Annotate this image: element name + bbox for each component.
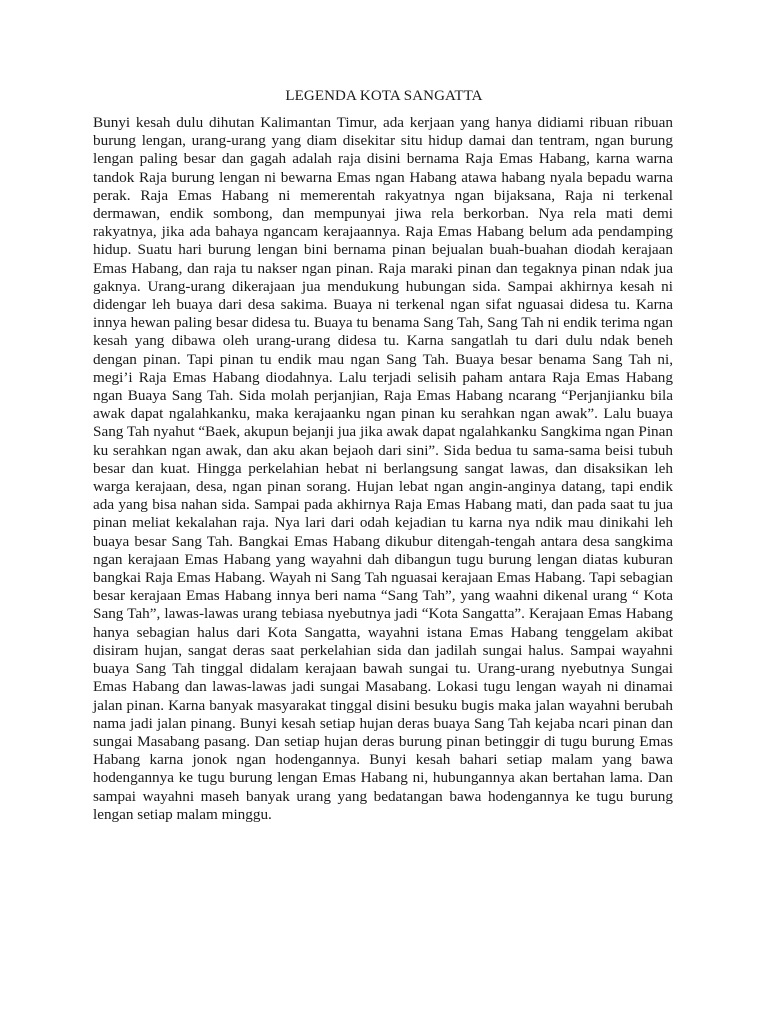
document-body-paragraph: Bunyi kesah dulu dihutan Kalimantan Timur, ada kerjaan yang hanya didiami ribuan ribuan burung lengan, urang-urang yang diam disekitar situ hidup damai dan tentram, ngan burung lengan paling besar dan gagah adalah raja disini bernama Raja Emas Habang, karna warna tandok Raja burung lengan ni bewarna Emas ngan Habang atawa habang nyala bepadu warna perak. Raja Emas Habang ni memerentah rakyatnya ngan bijaksana, Raja ni terkenal dermawan, endik sombong, dan mempunyai jiwa rela berkorban. Nya rela mati demi rakyatnya, jika ada bahaya ngancam kerajaannya. Raja Emas Habang belum ada pendamping hidup. Suatu hari burung lengan bini bernama pinan bejualan buah-buahan diodah kerajaan Emas Habang, dan raja tu nakser ngan pinan. Raja maraki pinan dan tegaknya pinan ndak jua gaknya. Urang-urang dikerajaan jua mendukung hubungan sida. Sampai akhirnya kesah ni didengar leh buaya dari desa sakima. Buaya ni terkenal ngan sifat nguasai didesa tu. Karna innya hewan paling besar didesa tu. Buaya tu benama Sang Tah, Sang Tah ni endik terima ngan kesah yang dibawa oleh urang-urang didesa tu. Karna sangatlah tu dari dulu ndak beneh dengan pinan. Tapi pinan tu endik mau ngan Sang Tah. Buaya besar benama Sang Tah ni, megi’i Raja Emas Habang diodahnya. Lalu terjadi selisih paham antara Raja Emas Habang ngan Buaya Sang Tah. Sida molah perjanjian, Raja Emas Habang ncarang “Perjanjianku bila awak dapat ngalahkanku, maka kerajaanku ngan pinan ku serahkan ngan awak”. Lalu buaya Sang Tah nyahut “Baek, akupun bejanji jua jika awak dapat ngalahkanku Sangkima ngan Pinan ku serahkan ngan awak, dan aku akan bejaoh dari sini”. Sida bedua tu sama-sama beisi tubuh besar dan kuat. Hingga perkelahian hebat ni berlangsung sangat lawas, dan disaksikan leh warga kerajaan, desa, ngan pinan sorang. Hujan lebat ngan angin-anginya datang, tapi endik ada yang bisa nahan sida. Sampai pada akhirnya Raja Emas Habang mati, dan pada saat tu jua pinan meliat kekalahan raja. Nya lari dari odah kejadian tu karna nya ndik mau dinikahi leh buaya besar Sang Tah. Bangkai Emas Habang dikubur ditengah-tengah antara desa sangkima ngan kerajaan Emas Habang yang wayahni dah dibangun tugu burung lengan diatas kuburan bangkai Raja Emas Habang. Wayah ni Sang Tah nguasai kerajaan Emas Habang. Tapi sebagian besar kerajaan Emas Habang innya beri nama “Sang Tah”, yang waahni dikenal urang “ Kota Sang Tah”, lawas-lawas urang tebiasa nyebutnya jadi “Kota Sangatta”. Kerajaan Emas Habang hanya sebagian halus dari Kota Sangatta, wayahni istana Emas Habang tenggelam akibat disiram hujan, sangat deras saat perkelahian sida dan jadilah sungai halus. Sampai wayahni buaya Sang Tah tinggal didalam kerajaan bawah sungai tu. Urang-urang nyebutnya Sungai Emas Habang dan lawas-lawas jadi sungai Masabang. Lokasi tugu lengan wayah ni dinamai jalan pinan. Karna banyak masyarakat tinggal disini besuku bugis maka jalan wayahni berubah nama jadi jalan pinang. Bunyi kesah setiap hujan deras buaya Sang Tah kejaba ncari pinan dan sungai Masabang pasang. Dan setiap hujan deras burung pinan betinggir di tugu burung Emas Habang karna jonok ngan hodengannya. Bunyi kesah bahari setiap malam yang bawa hodengannya ke tugu burung lengan Emas Habang ni, hubungannya akan bertahan lama. Dan sampai wayahni maseh banyak urang yang bedatangan bawa hodengannya ke tugu burung lengan setiap malam minggu. [93,114,673,823]
document-title: LEGENDA KOTA SANGATTA [285,88,483,104]
